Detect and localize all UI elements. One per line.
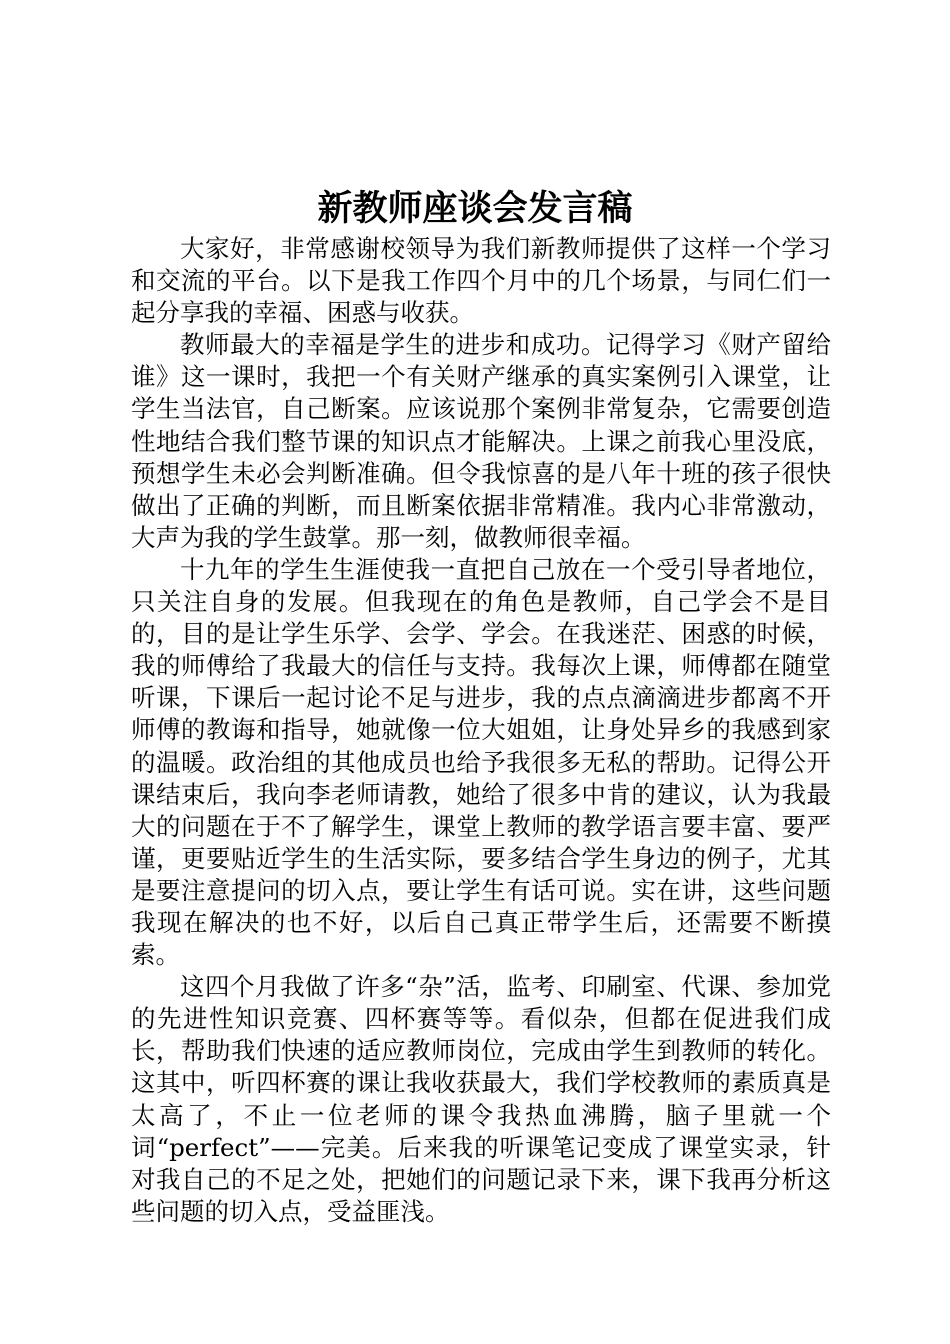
document-title: 新教师座谈会发言稿 bbox=[317, 188, 633, 229]
paragraph-role-change: 十九年的学生生涯使我一直把自己放在一个受引导者地位，只关注自身的发展。但我现在的角色是教师，自己学会不是目的，目的是让学生乐学、会学、学会。在我迷茫、困惑的时候，我的师傅给了我最大的信任与支持。我每次上课，师傅都在随堂听课，下课后一起讨论不足与进步，我的点点滴滴进步都离不开师傅的教诲和指导，她就像一位大姐姐，让身处异乡的我感到家的温暖。政治组的其他成员也给予我很多无私的帮助。记得公开课结束后，我向李老师请教，她给了很多中肯的建议，认为我最大的问题在于不了解学生，课堂上教师的教学语言要丰富、要严谨，更要贴近学生的生活实际，要多结合学生身边的例子，尤其是要注意提问的切入点，要让学生有话可说。实在讲，这些问题我现在解决的也不好，以后自己真正带学生后，还需要不断摸索。 bbox=[131, 554, 831, 970]
paragraph-happiness: 教师最大的幸福是学生的进步和成功。记得学习《财产留给谁》这一课时，我把一个有关财产继承的真实案例引入课堂，让学生当法官，自己断案。应该说那个案例非常复杂，它需要创造性地结合我们整节课的知识点才能解决。上课之前我心里没底，预想学生未必会判断准确。但令我惊喜的是八年十班的孩子很快做出了正确的判断，而且断案依据非常精准。我内心非常激动，大声为我的学生鼓掌。那一刻，做教师很幸福。 bbox=[131, 330, 831, 552]
paragraph-greeting: 大家好，非常感谢校领导为我们新教师提供了这样一个学习和交流的平台。以下是我工作四个月中的几个场景，与同仁们一起分享我的幸福、困惑与收获。 bbox=[131, 234, 831, 328]
paragraph-misc-work: 这四个月我做了许多“杂”活，监考、印刷室、代课、参加党的先进性知识竞赛、四杯赛等等。看似杂，但都在促进我们成长，帮助我们快速的适应教师岗位，完成由学生到教师的转化。这其中，听四杯赛的课让我收获最大，我们学校教师的素质真是太高了，不止一位老师的课令我热血沸腾，脑子里就一个词“perfect”——完美。后来我的听课笔记变成了课堂实录，针对我自己的不足之处，把她们的问题记录下来，课下我再分析这些问题的切入点，受益匪浅。 bbox=[131, 972, 831, 1226]
document-body bbox=[131, 233, 831, 1228]
